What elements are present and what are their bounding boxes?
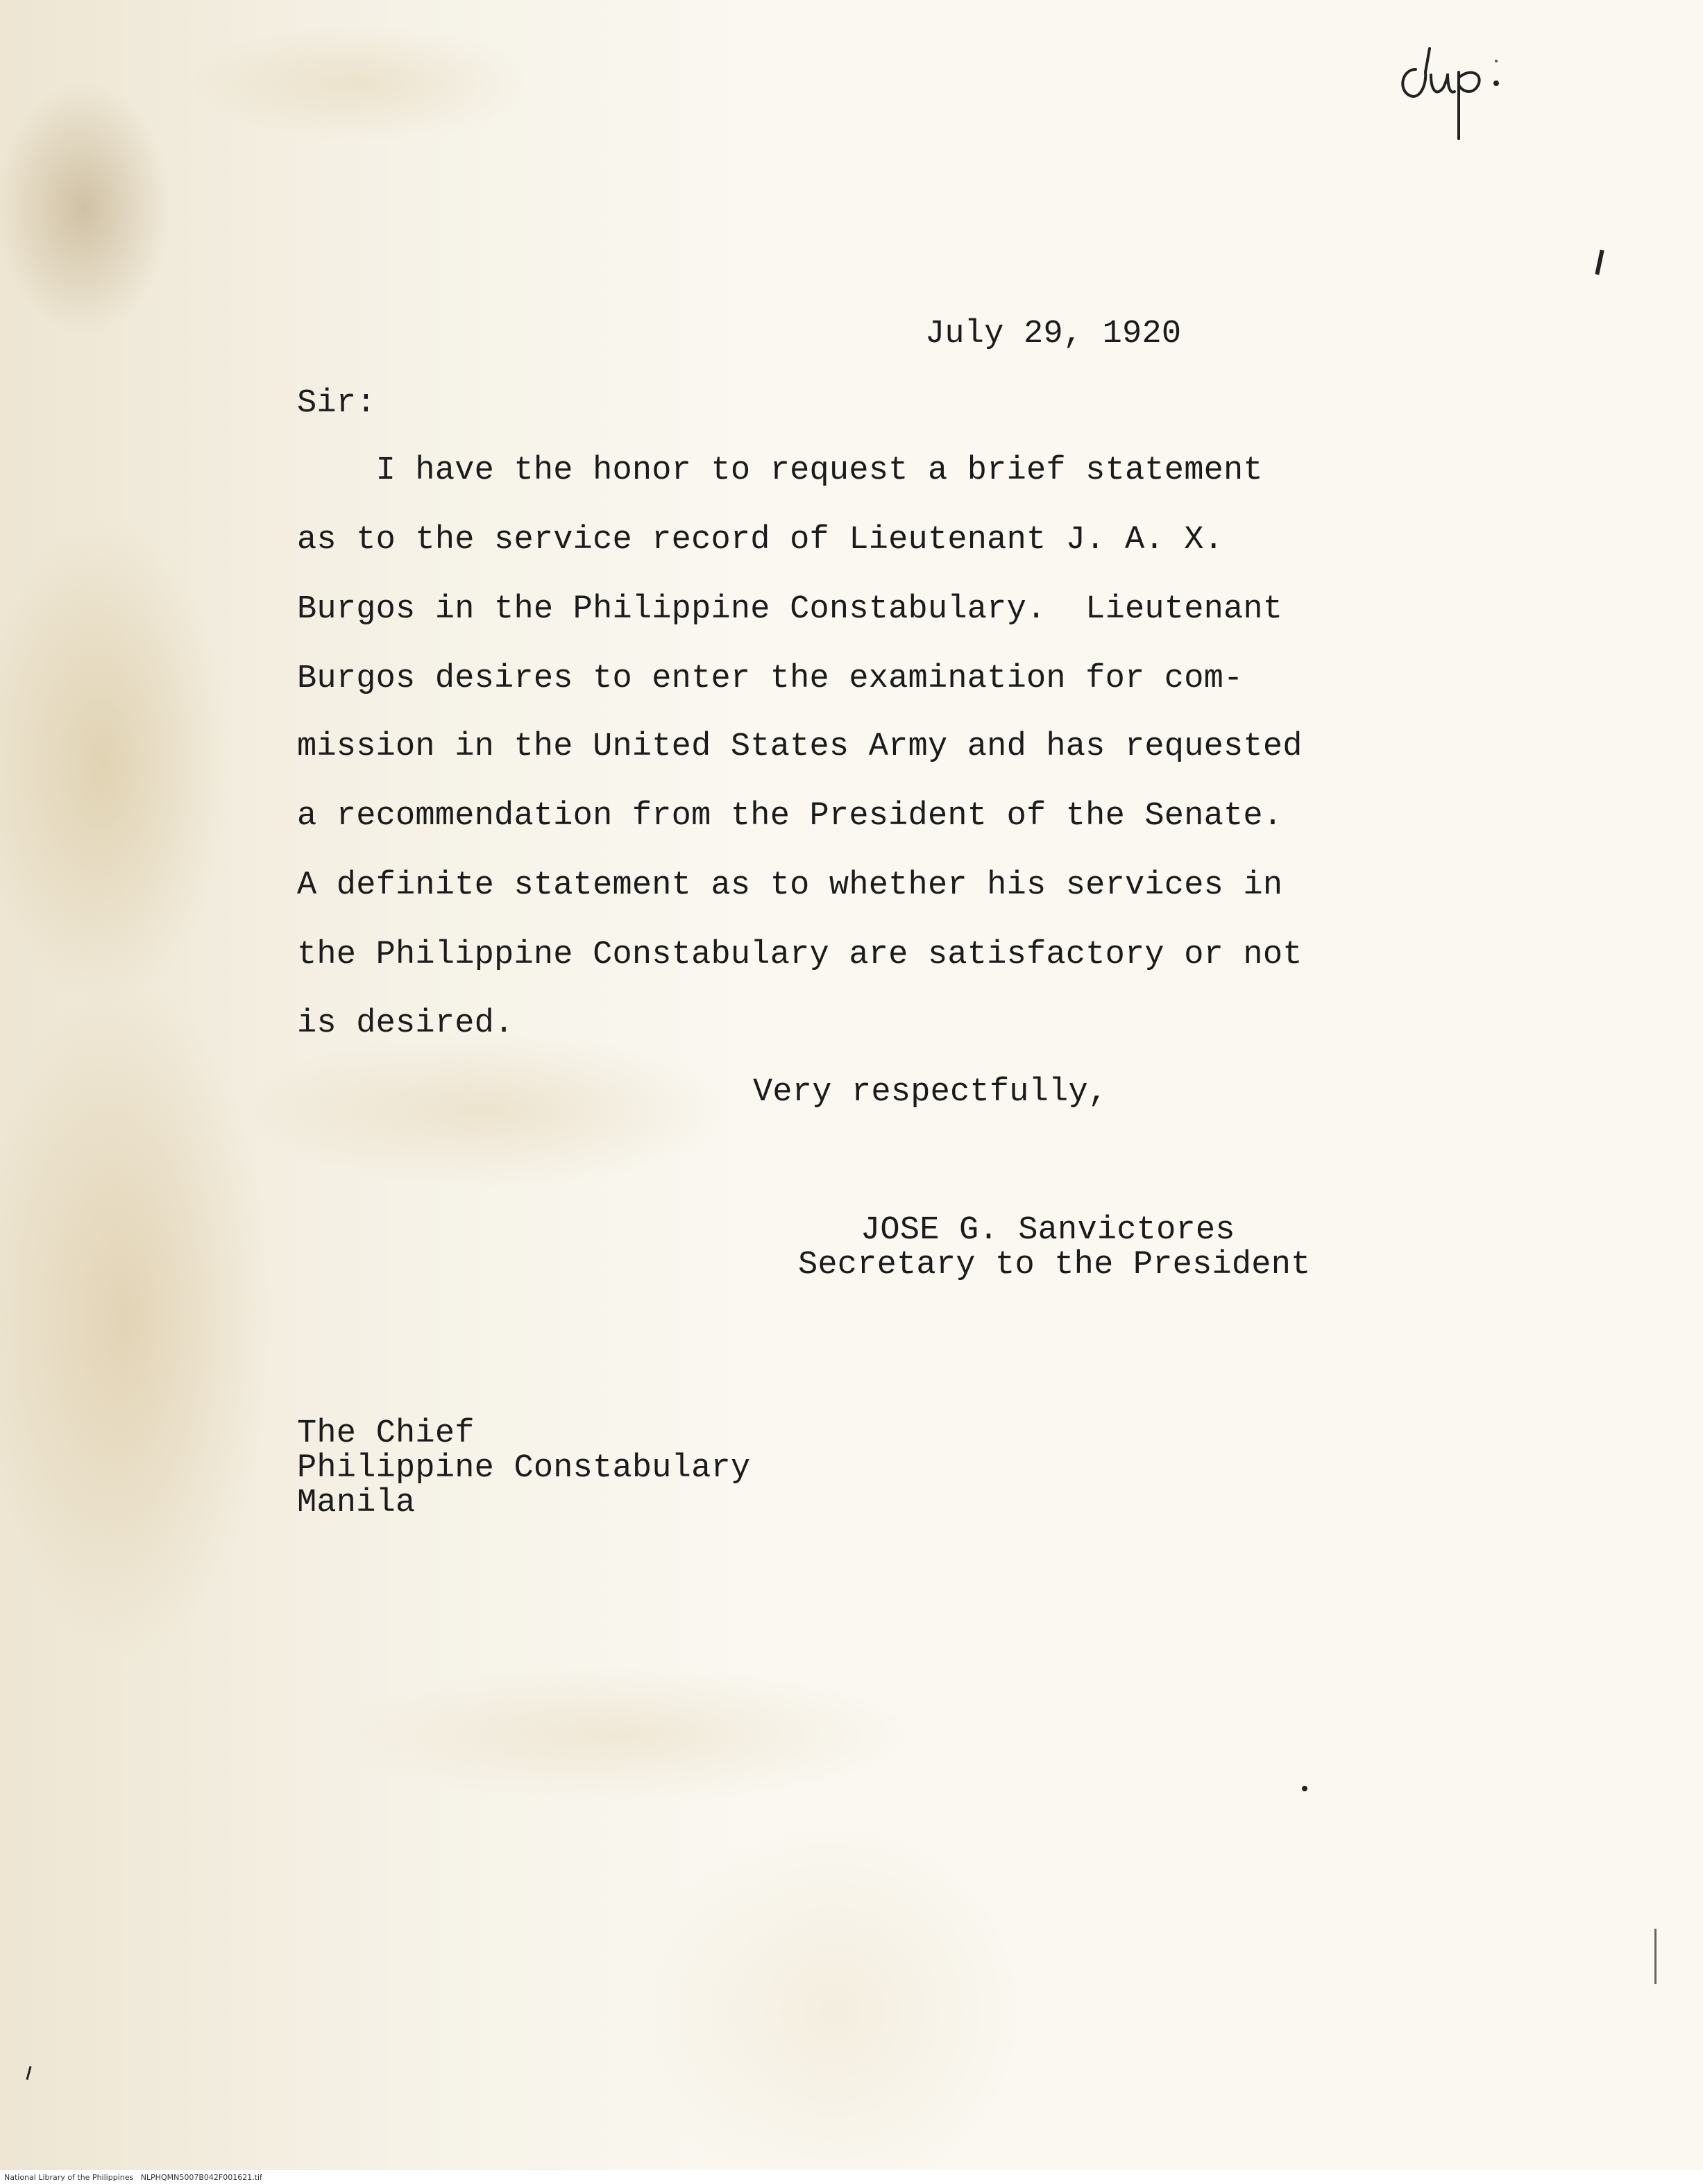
ink-speck (1302, 1786, 1307, 1791)
body-line: Burgos in the Philippine Constabulary. Lieutenant (297, 591, 1283, 628)
body-line: Burgos desires to enter the examination for com- (297, 660, 1244, 697)
body-line: the Philippine Constabulary are satisfactory or not (297, 937, 1303, 973)
ink-speck (1595, 250, 1604, 275)
body-line: as to the service record of Lieutenant J. A. X. (297, 522, 1224, 558)
ink-speck (1654, 1929, 1657, 1984)
body-line: a recommendation from the President of the Senate. (297, 798, 1283, 835)
handwritten-dup-annotation (1395, 42, 1520, 146)
scan-footer-label: National Library of the Philippines NLPHQMN5007B042F001621.tif (4, 2173, 262, 2182)
addressee-line: The Chief (297, 1415, 475, 1452)
body-line: I have the honor to request a brief statement (297, 452, 1263, 489)
addressee-line: Philippine Constabulary (297, 1450, 751, 1487)
salutation: Sir: (297, 385, 376, 422)
closing: Very respectfully, (753, 1074, 1108, 1111)
ink-speck (26, 2066, 31, 2080)
addressee-line: Manila (297, 1485, 416, 1521)
body-line: mission in the United States Army and has requested (297, 728, 1303, 765)
signer-name: JOSE G. Sanvictores (861, 1212, 1235, 1249)
signer-title: Secretary to the President (798, 1247, 1311, 1283)
body-line: is desired. (297, 1005, 514, 1042)
body-line: A definite statement as to whether his services in (297, 867, 1283, 904)
letter-date: July 29, 1920 (925, 316, 1182, 352)
